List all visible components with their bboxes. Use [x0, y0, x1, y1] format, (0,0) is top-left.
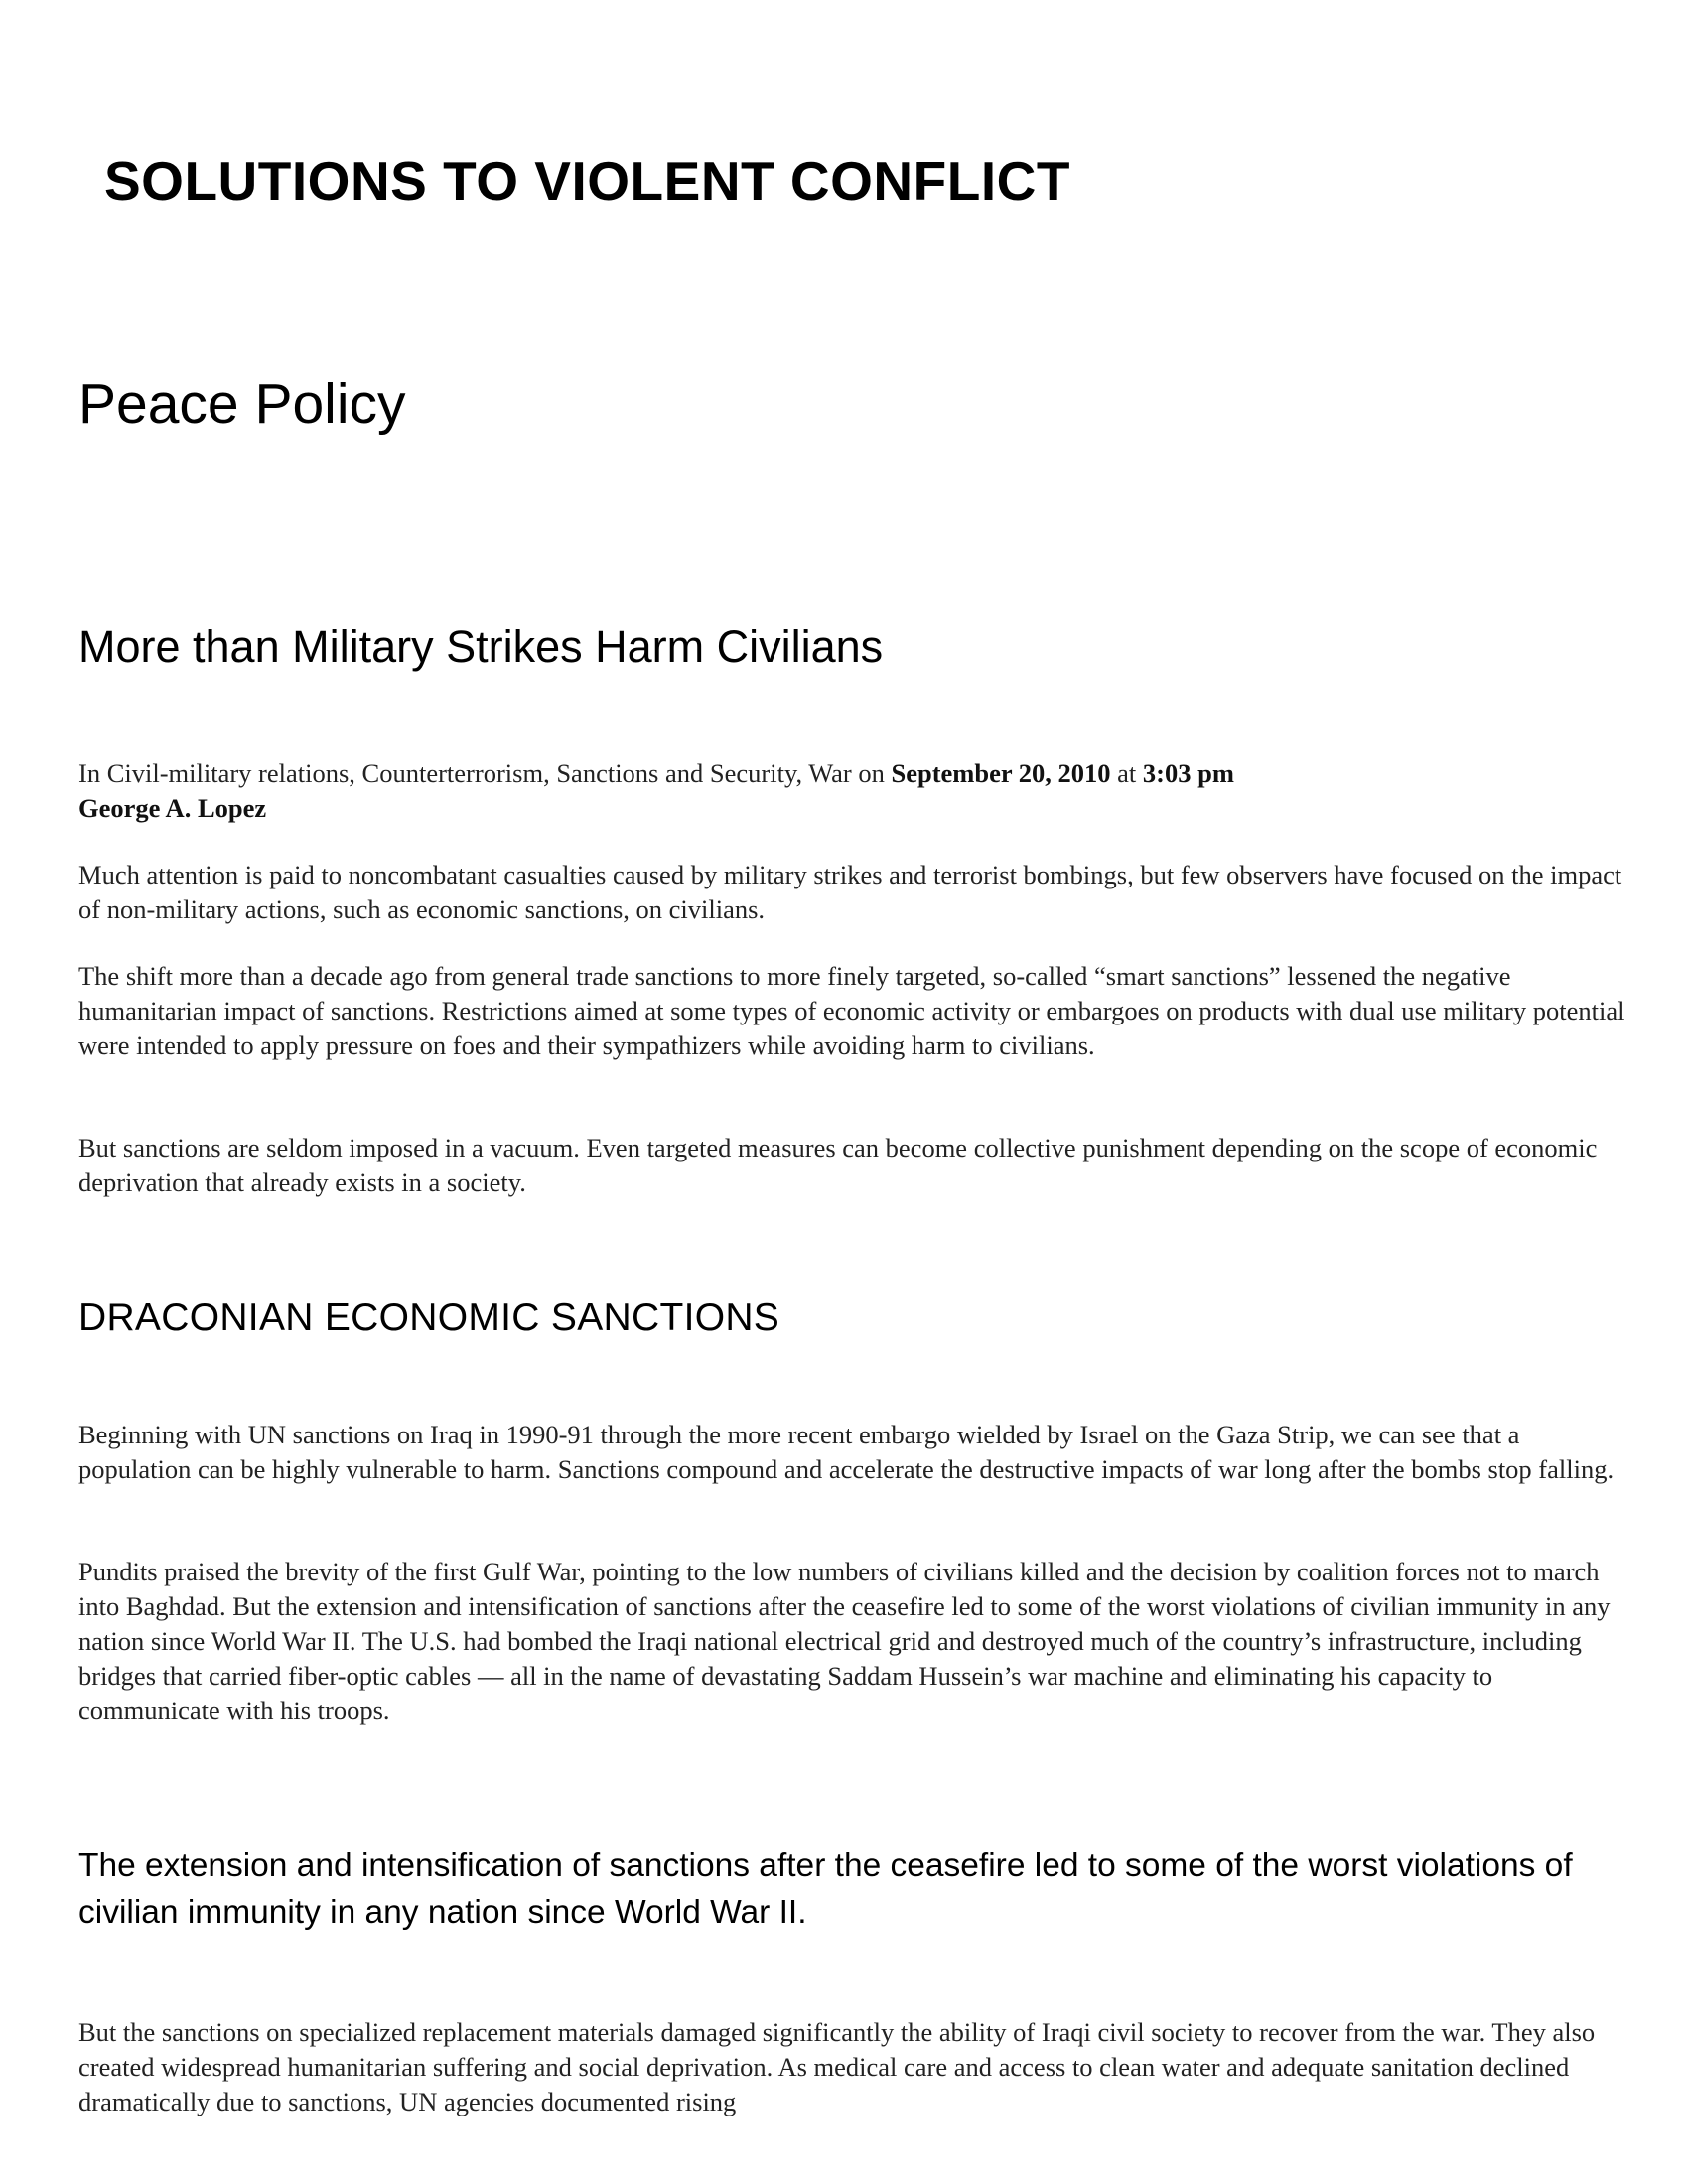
meta-date: September 20, 2010 [891, 758, 1111, 788]
paragraph: Much attention is paid to noncombatant casualties caused by military strikes and terrorist bombings, but few observers have focused on the impact of non-military actions, such as economic sanctions, on civilians. [78, 860, 1622, 924]
paragraph: But sanctions are seldom imposed in a vacuum. Even targeted measures can become collective punishment depending on the scope of economic deprivation that already exists in a society. [78, 1133, 1598, 1197]
paragraph: Pundits praised the brevity of the first Gulf War, pointing to the low numbers of civilians killed and the decision by coalition forces not to march into Baghdad. But the extension and intensification of sanctions after the ceasefire led to some of the worst violations of civilian immunity in any nation since World War II. The U.S. had bombed the Iraqi national electrical grid and destroyed much of the country’s infrastructure, including bridges that carried fiber-optic cables — all in the name of devastating Saddam Hussein’s war machine and eliminating his capacity to communicate with his troops. [78, 1557, 1611, 1725]
meta-categories: In Civil-military relations, Counterterrorism, Sanctions and Security, War on [78, 758, 892, 788]
pull-quote: The extension and intensification of sanctions after the ceasefire led to some of the worst violations of civilian immunity in any nation since World War II. [78, 1847, 1573, 1931]
paragraph: The shift more than a decade ago from general trade sanctions to more finely targeted, so-called “smart sanctions” lessened the negative humanitarian impact of sanctions. Restrictions aimed at some types of economic activity or embargoes on products with dual use military potential were intended to apply pressure on foes and their sympathizers while avoiding harm to civilians. [78, 961, 1625, 1060]
section-subheading: DRACONIAN ECONOMIC SANCTIONS [78, 1297, 780, 1339]
article-meta [78, 756, 1627, 826]
article-title: More than Military Strikes Harm Civilians [78, 621, 884, 672]
meta-time: 3:03 pm [1142, 758, 1234, 788]
meta-at: at [1110, 758, 1143, 788]
paragraph: But the sanctions on specialized replacement materials damaged significantly the ability of Iraqi civil society to recover from the war. They also created widespread humanitarian suffering and social deprivation. As medical care and access to clean water and adequate sanitation declined dramatically due to sanctions, UN agencies documented rising [78, 2017, 1596, 2116]
masthead-title: SOLUTIONS TO VIOLENT CONFLICT [104, 150, 1070, 211]
paragraph: Beginning with UN sanctions on Iraq in 1990-91 through the more recent embargo wielded by Israel on the Gaza Strip, we can see that a population can be highly vulnerable to harm. Sanctions compound and accelerate the destructive impacts of war long after the bombs stop falling. [78, 1420, 1615, 1484]
meta-author: George A. Lopez [78, 793, 267, 823]
section-title: Peace Policy [78, 372, 406, 436]
